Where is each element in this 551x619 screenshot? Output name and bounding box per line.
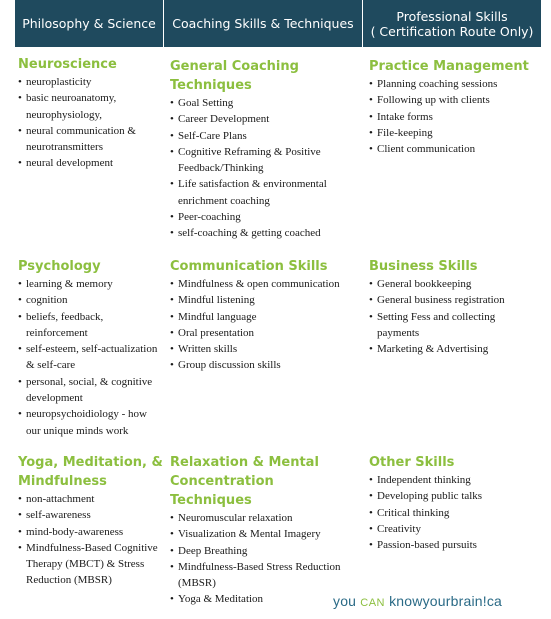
list-item: • cognition [18, 292, 163, 308]
list-item: • Creativity [369, 521, 539, 537]
item-list [18, 276, 163, 439]
section-title: Yoga, Meditation, & Mindfulness [18, 455, 163, 489]
list-item: • Mindfulness & open communication [170, 276, 355, 292]
list-item: • Peer-coaching [170, 209, 355, 225]
item-list [18, 74, 163, 172]
brand-prefix: you [333, 593, 361, 609]
item-list [369, 76, 539, 157]
list-item: • File-keeping [369, 125, 539, 141]
list-item: • mind-body-awareness [18, 524, 163, 540]
section-title: General Coaching Techniques [170, 59, 299, 93]
list-item: • Intake forms [369, 109, 539, 125]
header-professional-skills: Professional Skills ( Certification Route Only) [370, 8, 534, 39]
item-list [369, 276, 539, 357]
list-item: • Marketing & Advertising [369, 341, 539, 357]
list-item: • Neuromuscular relaxation [170, 510, 355, 526]
item-list [170, 95, 355, 242]
brand-suffix: knowyourbrain!ca [385, 593, 503, 609]
list-item: • Self-Care Plans [170, 128, 355, 144]
brand-middle: CAN [360, 597, 385, 609]
section-title: Relaxation & Mental Concentration Techniques [170, 455, 319, 508]
section-title: Practice Management [369, 59, 529, 74]
section-practice-management [369, 57, 539, 157]
list-item: • Mindful listening [170, 292, 355, 308]
list-item: • Life satisfaction & environmental enrichment coaching [170, 176, 355, 209]
list-item: • Written skills [170, 341, 355, 357]
list-item: • self-awareness [18, 507, 163, 523]
section-general-coaching [170, 57, 355, 242]
section-communication [170, 257, 355, 374]
list-item: • neuroplasticity [18, 74, 163, 90]
section-business [369, 257, 539, 357]
list-item: • neural development [18, 155, 163, 171]
header-bar [15, 0, 541, 47]
brand-logo [333, 593, 502, 609]
list-item: • Planning coaching sessions [369, 76, 539, 92]
section-title: Business Skills [369, 259, 478, 274]
section-neuroscience [18, 55, 163, 172]
list-item: • Developing public talks [369, 488, 539, 504]
item-list [18, 491, 163, 589]
list-item: • Client communication [369, 141, 539, 157]
list-item: • learning & memory [18, 276, 163, 292]
section-title: Other Skills [369, 455, 455, 470]
list-item: • Career Development [170, 111, 355, 127]
list-item: • Independent thinking [369, 472, 539, 488]
list-item: • beliefs, feedback, reinforcement [18, 309, 163, 342]
list-item: • Following up with clients [369, 92, 539, 108]
list-item: • Yoga & Meditation [170, 591, 355, 607]
section-title: Communication Skills [170, 259, 328, 274]
section-yoga-meditation [18, 453, 163, 589]
list-item: • Group discussion skills [170, 357, 355, 373]
list-item: • Critical thinking [369, 505, 539, 521]
list-item: • Deep Breathing [170, 543, 355, 559]
list-item: • personal, social, & cognitive development [18, 374, 163, 407]
list-item: • Goal Setting [170, 95, 355, 111]
list-item: • Setting Fess and collecting payments [369, 309, 539, 342]
section-psychology [18, 257, 163, 439]
list-item: • Mindful language [170, 309, 355, 325]
list-item: • General business registration [369, 292, 539, 308]
item-list [170, 510, 355, 608]
list-item: • Cognitive Reframing & Positive Feedback/Thinking [170, 144, 355, 177]
item-list [369, 472, 539, 553]
list-item: • Oral presentation [170, 325, 355, 341]
list-item: • self-esteem, self-actualization & self-care [18, 341, 163, 374]
section-other-skills [369, 453, 539, 553]
list-item: • Passion-based pursuits [369, 537, 539, 553]
list-item: • non-attachment [18, 491, 163, 507]
list-item: • neuropsychoidiology - how our unique minds work [18, 406, 163, 439]
list-item: • self-coaching & getting coached [170, 225, 355, 241]
list-item: • Visualization & Mental Imagery [170, 526, 355, 542]
section-title: Psychology [18, 259, 101, 274]
list-item: • General bookkeeping [369, 276, 539, 292]
section-relaxation [170, 453, 355, 608]
header-philosophy-science: Philosophy & Science [22, 16, 156, 31]
item-list [170, 276, 355, 374]
header-coaching-skills: Coaching Skills & Techniques [163, 0, 363, 47]
section-title: Neuroscience [18, 57, 117, 72]
list-item: • basic neuroanatomy, neurophysiology, [18, 90, 163, 123]
list-item: • Mindfulness-Based Stress Reduction (MBSR) [170, 559, 355, 592]
list-item: • Mindfulness-Based Cognitive Therapy (MBCT) & Stress Reduction (MBSR) [18, 540, 163, 589]
list-item: • neural communication & neurotransmitters [18, 123, 163, 156]
